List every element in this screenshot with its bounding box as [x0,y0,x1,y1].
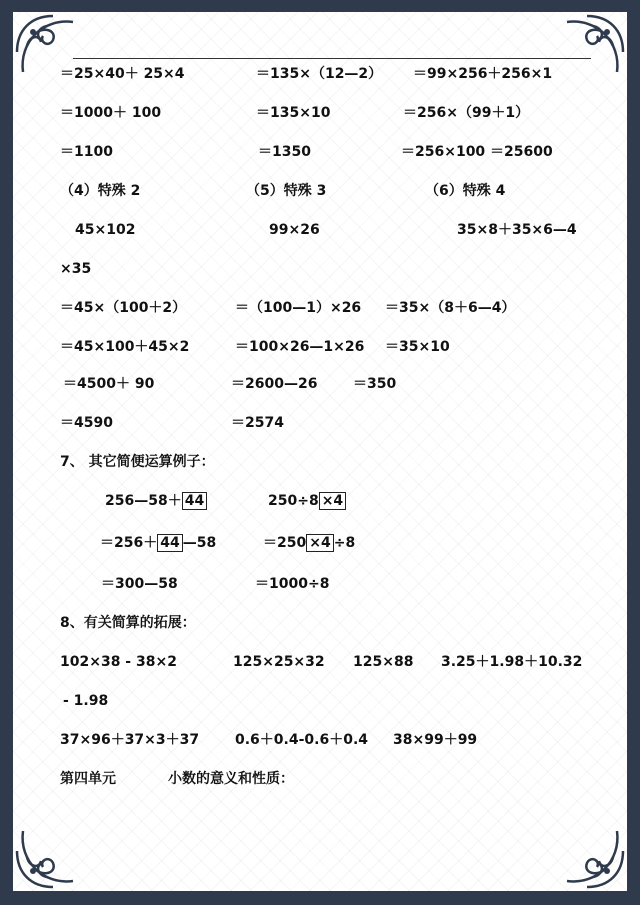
step-line: ＝350 [353,376,397,392]
expression-part: ＝250 [263,535,307,551]
step-line: ＝2574 [231,415,284,431]
step-line: ＝1000÷8 [255,576,330,592]
corner-ornament-icon [13,811,93,891]
section-heading: 7、 其它简便运算例子： [60,454,215,470]
example-expression [105,492,207,510]
highlight-box: ×4 [319,492,346,510]
corner-ornament-icon [547,12,627,92]
section-heading: 8、有关简算的拓展： [60,615,196,631]
corner-ornament-icon [547,811,627,891]
highlight-box: ×4 [306,534,333,552]
step-line: ＝1100 [60,144,113,160]
example-header: （6）特殊 4 [425,183,506,199]
step-line: ＝4500＋ 90 [63,376,155,392]
exercise-expression: 125×25×32 [233,654,325,670]
unit-title: 小数的意义和性质： [168,771,294,787]
highlight-box: 44 [182,492,207,510]
example-expression [268,492,346,510]
worksheet-page [13,12,627,891]
expression-part: 256—58＋ [105,493,182,509]
step-line: ＝135×10 [256,105,331,121]
problem-expression: 45×102 [75,222,136,238]
step-line: ＝1350 [258,144,311,160]
problem-expression: 99×26 [269,222,320,238]
example-header: （5）特殊 3 [246,183,327,199]
exercise-expression: 38×99＋99 [393,732,478,748]
step-line: ＝35×10 [385,339,450,355]
expression-part: —58 [182,535,217,551]
step-line: ＝45×100＋45×2 [60,339,190,355]
expression-part: ＝256＋ [100,535,158,551]
example-expression [263,534,355,552]
step-line: ＝（100—1）×26 [235,300,362,316]
problem-expression-continued: ×35 [60,261,92,277]
step-line: ＝256×（99＋1） [403,105,530,121]
step-line: ＝99×256＋256×1 [413,66,553,82]
step-line: ＝256×100 ＝25600 [401,144,553,160]
step-line: ＝4590 [60,415,113,431]
step-line: ＝100×26—1×26 [235,339,365,355]
step-line: ＝25×40＋ 25×4 [60,66,185,82]
exercise-expression: 102×38 - 38×2 [60,654,177,670]
step-line: ＝45×（100＋2） [60,300,187,316]
unit-label: 第四单元 [60,771,116,787]
step-line: ＝300—58 [101,576,178,592]
exercise-expression-continued: - 1.98 [63,693,109,709]
highlight-box: 44 [157,534,182,552]
exercise-expression: 0.6＋0.4-0.6＋0.4 [235,732,369,748]
exercise-expression: 125×88 [353,654,414,670]
example-expression [100,534,216,552]
problem-expression: 35×8＋35×6—4 [457,222,577,238]
exercise-expression: 37×96＋37×3＋37 [60,732,200,748]
expression-part: 250÷8 [268,493,319,509]
header-rule [73,58,591,59]
example-header: （4）特殊 2 [60,183,141,199]
step-line: ＝2600—26 [231,376,318,392]
step-line: ＝35×（8＋6—4） [385,300,516,316]
step-line: ＝135×（12—2） [256,66,383,82]
exercise-expression: 3.25＋1.98＋10.32 [441,654,583,670]
expression-part: ÷8 [333,535,356,551]
step-line: ＝1000＋ 100 [60,105,162,121]
